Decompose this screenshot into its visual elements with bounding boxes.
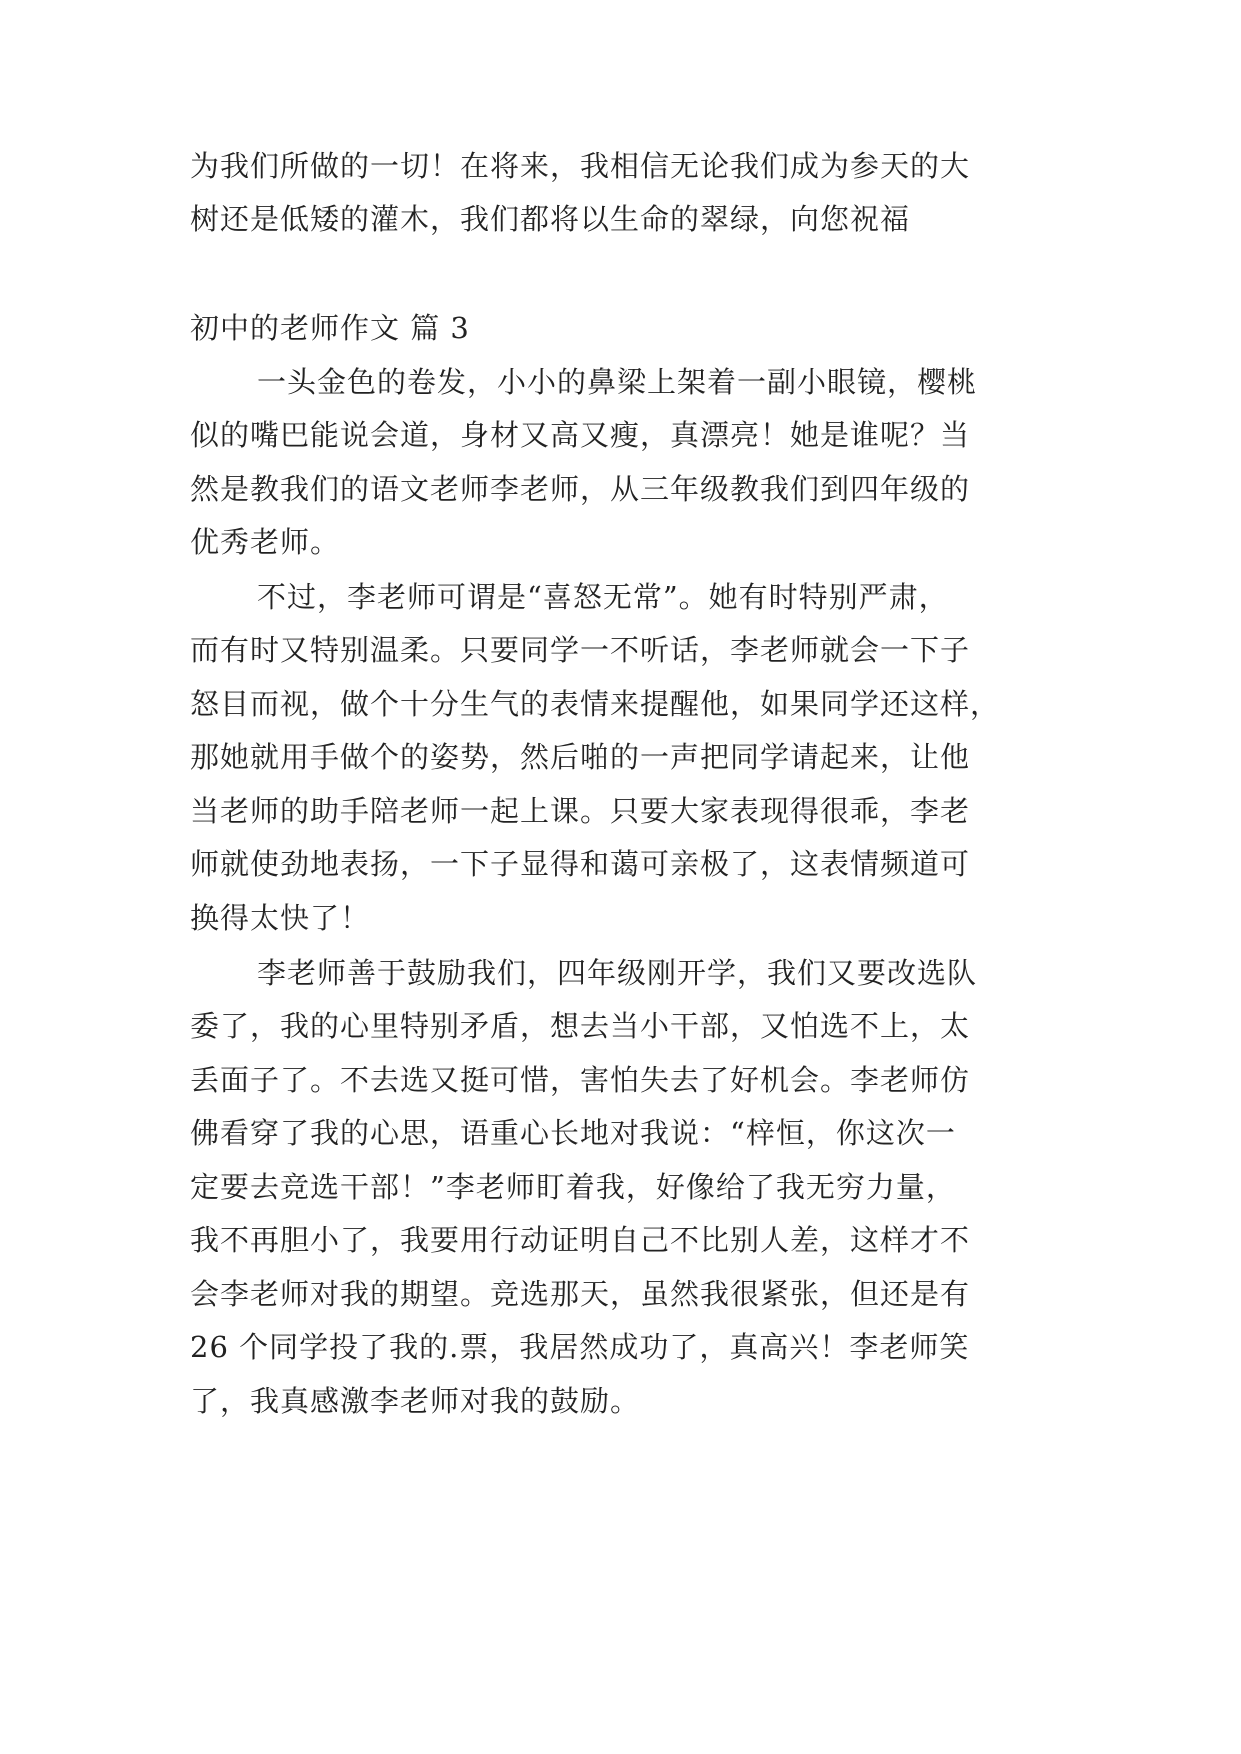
paragraph-line: 定要去竞选干部！”李老师盯着我，好像给了我无穷力量， bbox=[190, 1170, 956, 1204]
paragraph-line: 李老师善于鼓励我们，四年级刚开学，我们又要改选队 bbox=[257, 956, 978, 990]
paragraph-line: 会李老师对我的期望。竞选那天，虽然我很紧张，但还是有 bbox=[190, 1277, 971, 1311]
paragraph-line: 师就使劲地表扬，一下子显得和蔼可亲极了，这表情频道可 bbox=[190, 847, 971, 881]
paragraph-line: 了，我真感激李老师对我的鼓励。 bbox=[190, 1384, 641, 1418]
section-title: 初中的老师作文 篇 3 bbox=[190, 311, 470, 345]
paragraph-line: 当老师的助手陪老师一起上课。只要大家表现得很乖，李老 bbox=[190, 794, 971, 828]
paragraph-line: 然是教我们的语文老师李老师，从三年级教我们到四年级的 bbox=[190, 472, 971, 506]
paragraph-line: 不过，李老师可谓是“喜怒无常”。她有时特别严肃， bbox=[257, 580, 949, 614]
paragraph-line: 优秀老师。 bbox=[190, 525, 341, 559]
paragraph-line: 那她就用手做个的姿势，然后啪的一声把同学请起来，让他 bbox=[190, 740, 971, 774]
paragraph-line: 丢面子了。不去选又挺可惜，害怕失去了好机会。李老师仿 bbox=[190, 1063, 971, 1097]
paragraph-line: 26 个同学投了我的.票，我居然成功了，真高兴！李老师笑 bbox=[190, 1330, 970, 1364]
paragraph-line: 一头金色的卷发，小小的鼻梁上架着一副小眼镜，樱桃 bbox=[257, 365, 978, 399]
paragraph-line: 我不再胆小了，我要用行动证明自己不比别人差，这样才不 bbox=[190, 1223, 971, 1257]
paragraph-line: 而有时又特别温柔。只要同学一不听话，李老师就会一下子 bbox=[190, 633, 971, 667]
paragraph-line: 佛看穿了我的心思，语重心长地对我说：“梓恒，你这次一 bbox=[190, 1116, 956, 1150]
paragraph-line: 委了，我的心里特别矛盾，想去当小干部，又怕选不上，太 bbox=[190, 1009, 971, 1043]
paragraph-line: 换得太快了！ bbox=[190, 901, 371, 935]
paragraph-line: 似的嘴巴能说会道，身材又高又瘦，真漂亮！她是谁呢？当 bbox=[190, 418, 971, 452]
intro-line: 为我们所做的一切！在将来，我相信无论我们成为参天的大 bbox=[190, 149, 971, 183]
paragraph-line: 怒目而视，做个十分生气的表情来提醒他，如果同学还这样， bbox=[190, 687, 1001, 721]
intro-line: 树还是低矮的灌木，我们都将以生命的翠绿，向您祝福 bbox=[190, 202, 911, 236]
